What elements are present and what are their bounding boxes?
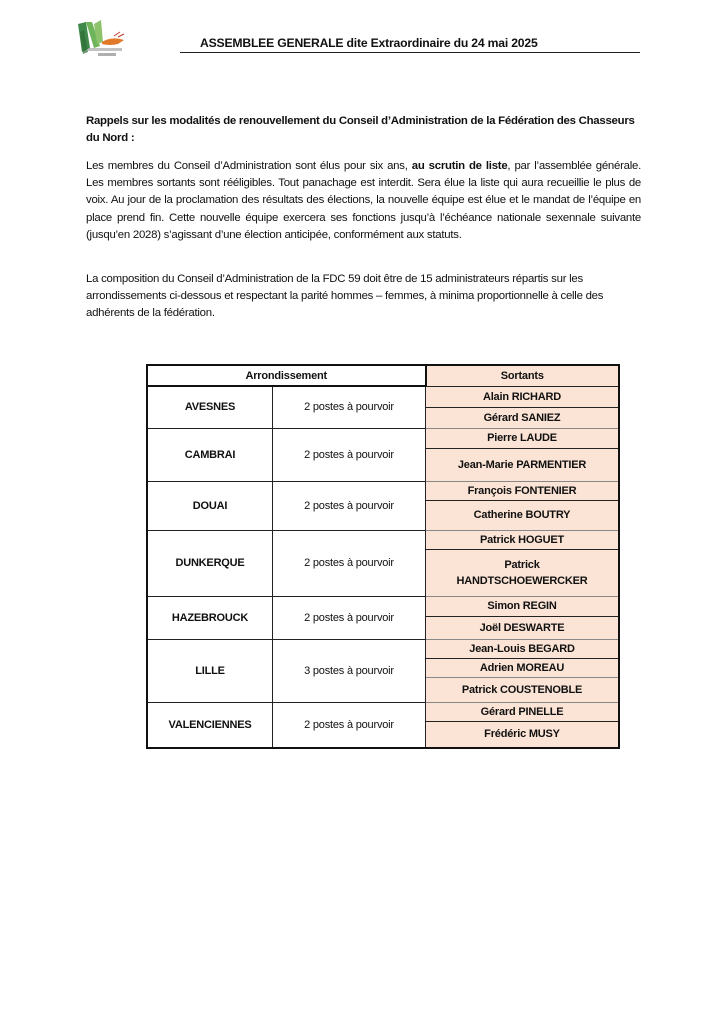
sortant-cell: François FONTENIER xyxy=(426,481,620,500)
table-row xyxy=(147,702,619,721)
federation-logo xyxy=(74,18,130,60)
logo-icon xyxy=(74,18,130,60)
table-row xyxy=(147,530,619,549)
sortant-cell: Catherine BOUTRY xyxy=(426,500,620,530)
sortant-cell: Jean-Marie PARMENTIER xyxy=(426,448,620,481)
sortant-cell: Pierre LAUDE xyxy=(426,428,620,448)
arrondissement-cell: HAZEBROUCK xyxy=(147,596,273,639)
arrondissement-cell: AVESNES xyxy=(147,386,273,428)
paragraph-election-rules xyxy=(86,158,641,244)
sortant-cell: Patrick HANDTSCHOEWERCKER xyxy=(426,549,620,596)
sortant-cell: Alain RICHARD xyxy=(426,386,620,407)
arrondissement-cell: DOUAI xyxy=(147,481,273,530)
paragraph-bold-text: au scrutin de liste xyxy=(411,160,508,172)
arrondissement-cell: VALENCIENNES xyxy=(147,702,273,748)
sortant-cell: Patrick COUSTENOBLE xyxy=(426,677,620,702)
sortant-cell: Joël DESWARTE xyxy=(426,616,620,639)
sortant-cell: Adrien MOREAU xyxy=(426,658,620,677)
paragraph-composition: La composition du Conseil d’Administration de la FDC 59 doit être de 15 administrateurs répartis sur les arrondissements ci-dessous et respectant la parité hommes – femmes, à minima proportionnelle à celle des adhérents de la fédération. xyxy=(86,273,604,320)
sortant-cell: Simon REGIN xyxy=(426,596,620,616)
sortant-cell: Jean-Louis BEGARD xyxy=(426,639,620,658)
postes-cell: 2 postes à pourvoir xyxy=(273,386,426,428)
header-sortants: Sortants xyxy=(426,365,620,386)
paragraph-text: Les membres du Conseil d’Administration sont élus pour six ans, xyxy=(86,160,412,172)
postes-cell: 2 postes à pourvoir xyxy=(273,702,426,748)
table-header-row xyxy=(147,365,619,386)
table-row xyxy=(147,639,619,658)
arrondissement-cell: CAMBRAI xyxy=(147,428,273,481)
postes-cell: 2 postes à pourvoir xyxy=(273,428,426,481)
header-divider xyxy=(180,52,640,53)
arrondissement-cell: DUNKERQUE xyxy=(147,530,273,596)
table-row xyxy=(147,481,619,500)
table-row xyxy=(147,386,619,407)
sortant-cell: Patrick HOGUET xyxy=(426,530,620,549)
table-row xyxy=(147,428,619,448)
paragraph-text: , par l’assemblée générale. Les membres sortants sont rééligibles. Tout panachage est interdit. Sera élue la liste qui aura recueillie le plus de voix. Au jour de la proclamation des résultats des élections, la nouvelle équipe est élue et le mandat de l’équipe en place prend fin. Cette nouvelle équipe exercera ses fonctions jusqu’à l’échéance nationale sexennale suivante (jusqu’en 2028) s’agissant d’une élection anticipée, conformément aux statuts. xyxy=(86,160,642,241)
postes-cell: 2 postes à pourvoir xyxy=(273,530,426,596)
header-arrondissement: Arrondissement xyxy=(147,365,426,386)
postes-cell: 3 postes à pourvoir xyxy=(273,639,426,702)
sortant-cell: Gérard SANIEZ xyxy=(426,407,620,428)
sortant-cell: Gérard PINELLE xyxy=(426,702,620,721)
document-header-title: ASSEMBLEE GENERALE dite Extraordinaire du 24 mai 2025 xyxy=(200,36,538,50)
arrondissement-cell: LILLE xyxy=(147,639,273,702)
postes-cell: 2 postes à pourvoir xyxy=(273,481,426,530)
postes-cell: 2 postes à pourvoir xyxy=(273,596,426,639)
table-row xyxy=(147,596,619,616)
section-title: Rappels sur les modalités de renouvellement du Conseil d’Administration de la Fédération des Chasseurs du Nord : xyxy=(86,115,635,144)
arrondissement-table xyxy=(146,364,620,749)
sortant-cell: Frédéric MUSY xyxy=(426,721,620,748)
